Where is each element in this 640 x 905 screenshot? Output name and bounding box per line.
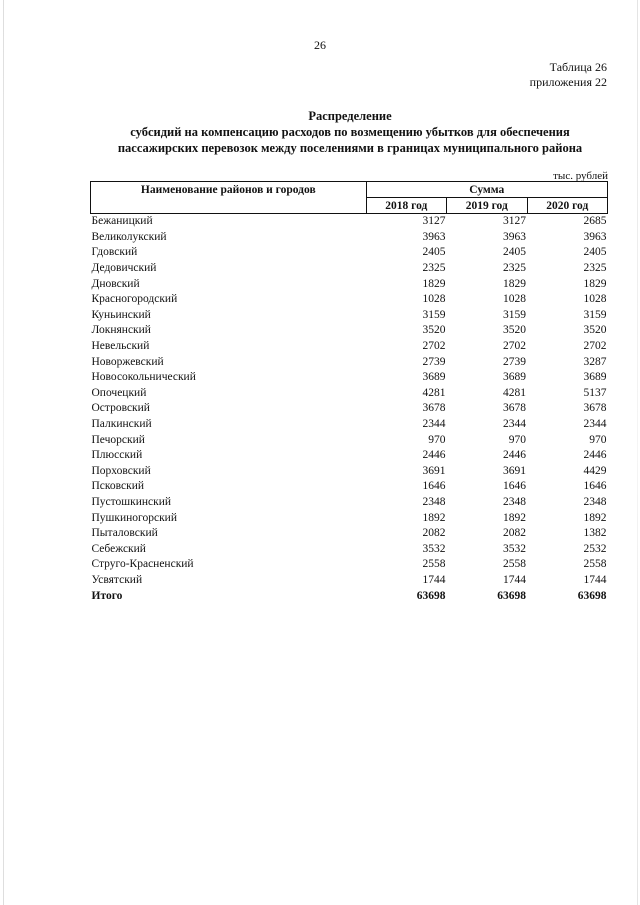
table-row [91,276,608,292]
district-name-cell: Усвятский [91,573,143,586]
value-cell-2020: 4429 [583,464,607,477]
table-row [91,308,608,324]
value-cell-2020: 3287 [583,355,607,368]
value-cell-2019: 2446 [503,449,527,462]
value-cell-2018: 3689 [422,371,446,384]
header-year-2020: 2020 год [527,198,607,214]
district-name-cell: Дедовичский [91,262,157,275]
value-cell-2018: 2082 [422,527,446,540]
value-cell-2018: 3532 [422,542,446,555]
value-cell-2019: 3127 [503,215,527,228]
header-sum: Сумма [366,182,607,198]
table-row [91,541,608,557]
scan-edge-left [3,0,4,905]
value-cell-2020: 1829 [583,277,607,290]
district-name-cell: Пустошкинский [91,495,172,508]
value-cell-2020: 2532 [583,542,607,555]
title-line3: пассажирских перевозок между поселениями в границах муниципального района [117,141,583,155]
value-cell-2020: 2405 [583,246,607,259]
value-cell-2018: 1892 [422,511,446,524]
district-name-cell: Псковский [91,480,145,493]
value-cell-2020: 1646 [583,480,607,493]
value-cell-2019: 3678 [503,402,527,415]
value-cell-2019: 2348 [503,495,527,508]
value-cell-2019: 1829 [503,277,527,290]
title-line2: субсидий на компенсацию расходов по возмещению убытков для обеспечения [130,125,570,139]
value-cell-2020: 2344 [583,418,607,431]
table-row [91,417,608,433]
value-cell-2019: 1646 [503,480,527,493]
value-cell-2019: 3691 [503,464,527,477]
value-cell-2018: 2702 [422,340,446,353]
value-cell-2020: 2685 [583,215,607,228]
value-cell-2018: 4281 [422,386,446,399]
table-row [91,464,608,480]
total-value-2018: 63698 [416,589,446,602]
value-cell-2018: 3159 [422,308,446,321]
total-value-2019: 63698 [497,589,527,602]
value-cell-2020: 3159 [583,308,607,321]
district-name-cell: Бежаницкий [91,215,153,228]
value-cell-2019: 3963 [503,230,527,243]
value-cell-2019: 2344 [503,418,527,431]
value-cell-2018: 3520 [422,324,446,337]
district-name-cell: Печорский [91,433,145,446]
value-cell-2019: 2739 [503,355,527,368]
value-cell-2018: 2739 [422,355,446,368]
value-cell-2019: 4281 [503,386,527,399]
value-cell-2020: 2446 [583,449,607,462]
value-cell-2020: 3678 [583,402,607,415]
table-row [91,386,608,402]
value-cell-2019: 2325 [503,262,527,275]
table-row [91,526,608,542]
value-cell-2018: 3127 [422,215,446,228]
value-cell-2020: 3963 [583,230,607,243]
value-cell-2018: 2405 [422,246,446,259]
district-name-cell: Новоржевский [91,355,164,368]
subsidy-table [90,181,608,604]
table-row [91,354,608,370]
table-row [91,230,608,246]
table-row [91,214,608,230]
value-cell-2018: 2558 [422,558,446,571]
value-cell-2018: 3963 [422,230,446,243]
table-row [91,339,608,355]
value-cell-2020: 970 [589,433,607,446]
value-cell-2020: 2348 [583,495,607,508]
district-name-cell: Палкинский [91,418,152,431]
value-cell-2020: 2702 [583,340,607,353]
table-reference [530,60,607,90]
value-cell-2018: 1744 [422,573,446,586]
district-name-cell: Великолукский [91,230,167,243]
scan-edge-right [637,0,638,905]
table-row [91,261,608,277]
value-cell-2018: 2344 [422,418,446,431]
value-cell-2019: 2405 [503,246,527,259]
value-cell-2018: 1646 [422,480,446,493]
table-row [91,370,608,386]
units-label: тыс. рублей [553,170,608,182]
value-cell-2020: 1382 [583,527,607,540]
value-cell-2018: 1028 [422,293,446,306]
value-cell-2020: 3689 [583,371,607,384]
value-cell-2020: 3520 [583,324,607,337]
table-row [91,323,608,339]
district-name-cell: Струго-Красненский [91,558,194,571]
district-name-cell: Себежский [91,542,146,555]
value-cell-2020: 1744 [583,573,607,586]
value-cell-2019: 1028 [503,293,527,306]
district-name-cell: Куньинский [91,308,151,321]
table-row [91,245,608,261]
header-year-2018: 2018 год [366,198,446,214]
value-cell-2018: 1829 [422,277,446,290]
table-row [91,448,608,464]
table-row [91,510,608,526]
value-cell-2019: 3532 [503,542,527,555]
table-row [91,557,608,573]
value-cell-2019: 3159 [503,308,527,321]
value-cell-2019: 3520 [503,324,527,337]
page-number: 26 [314,38,326,52]
table-body [91,214,608,604]
value-cell-2020: 5137 [583,386,607,399]
total-label: Итого [91,589,123,602]
district-name-cell: Новосокольнический [91,371,196,384]
table-reference-line1: Таблица 26 [549,60,607,74]
district-name-cell: Локнянский [91,324,151,337]
value-cell-2019: 1892 [503,511,527,524]
title-line1: Распределение [308,109,392,123]
district-name-cell: Пушкиногорский [91,511,177,524]
total-value-2020: 63698 [577,589,607,602]
table-reference-line2: приложения 22 [529,75,607,89]
value-cell-2020: 2325 [583,262,607,275]
district-name-cell: Красногородский [91,293,178,306]
value-cell-2020: 2558 [583,558,607,571]
table-row [91,432,608,448]
value-cell-2018: 3678 [422,402,446,415]
district-name-cell: Пыталовский [91,527,158,540]
value-cell-2019: 970 [508,433,527,446]
value-cell-2019: 2558 [503,558,527,571]
header-district-name: Наименование районов и городов [91,182,367,214]
document-title [80,108,620,156]
value-cell-2020: 1892 [583,511,607,524]
value-cell-2019: 2702 [503,340,527,353]
value-cell-2018: 3691 [422,464,446,477]
table-row [91,479,608,495]
value-cell-2019: 2082 [503,527,527,540]
district-name-cell: Невельский [91,340,150,353]
value-cell-2018: 2325 [422,262,446,275]
district-name-cell: Опочецкий [91,386,147,399]
district-name-cell: Островский [91,402,150,415]
district-name-cell: Гдовский [91,246,138,259]
table-row [91,401,608,417]
table-row [91,573,608,589]
value-cell-2018: 2446 [422,449,446,462]
district-name-cell: Дновский [91,277,140,290]
table-row [91,292,608,308]
value-cell-2018: 2348 [422,495,446,508]
table-row [91,495,608,511]
value-cell-2019: 1744 [503,573,527,586]
total-row [91,588,608,604]
district-name-cell: Порховский [91,464,151,477]
district-name-cell: Плюсский [91,449,143,462]
value-cell-2019: 3689 [503,371,527,384]
value-cell-2018: 970 [428,433,446,446]
value-cell-2020: 1028 [583,293,607,306]
header-year-2019: 2019 год [447,198,527,214]
